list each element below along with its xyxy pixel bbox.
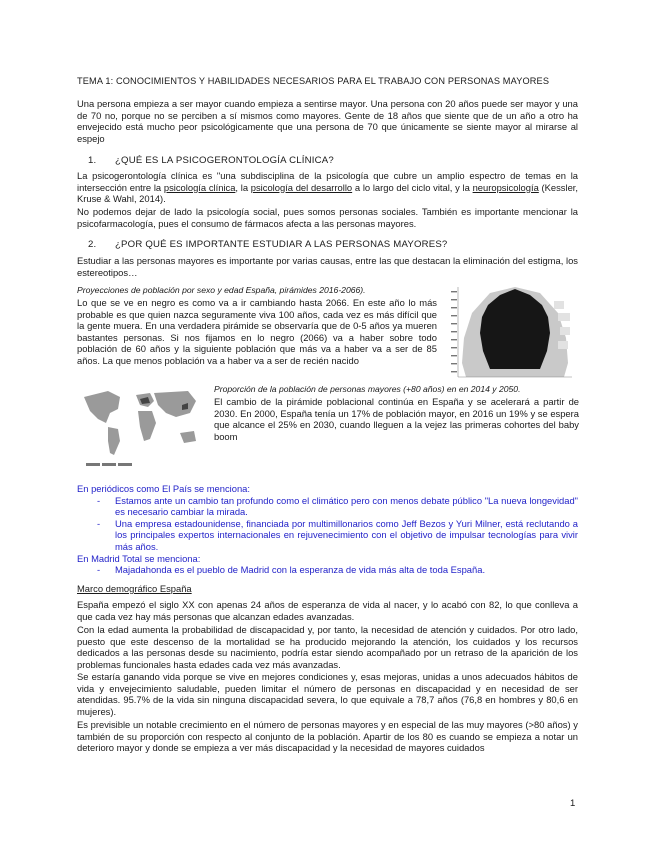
news-intro-el-pais: En periódicos como El País se menciona: — [77, 483, 251, 494]
map-caption: Proporción de la población de personas mayores (+80 años) en en 2014 y 2050. — [214, 384, 521, 394]
section-2-number: 2. — [88, 239, 97, 250]
section-1-heading — [88, 155, 334, 166]
section-1-paragraph-1: La psicogerontología clínica es "una subdisciplina de la psicología que cubre un amplio espectro de temas en la intersección entre la psicología clínica, la psicología del desarrollo a lo largo del ciclo vital, y la neuropsicología (Kessler, Kruse & Wahl, 2014). — [77, 170, 579, 205]
section-1-number: 1. — [88, 155, 97, 166]
intro-paragraph: Una persona empieza a ser mayor cuando empieza a sentirse mayor. Una persona con 20 años puede ser mayor y una de 70 no, porque no se perciben a sí mismos como mayores. Gente de 18 años que siente que de un año a otro ha envejecido está mucho peor psicológicamente que una persona de 70 que únicamente se siente mayor al mirarse al espejo — [77, 98, 578, 144]
marco-paragraph-4: Es previsible un notable crecimiento en el número de personas mayores y en especial de las muy mayores (>80 años) y también de su proporción con respecto al conjunto de la población. Apartir de los 80 es cuando se empieza a notar un deterioro mayor y donde se empieza a ver más discapacidad y la necesidad de mayores cuidados — [77, 719, 578, 754]
marco-paragraph-1: España empezó el siglo XX con apenas 24 años de esperanza de vida al nacer, y lo acabó con 82, lo que conlleva a que cada vez hay más personas que alcanzan edades avanzadas. — [77, 599, 578, 622]
document-title: TEMA 1: CONOCIMIENTOS Y HABILIDADES NECESARIOS PARA EL TRABAJO CON PERSONAS MAYORES — [77, 76, 550, 86]
world-map-image — [78, 383, 208, 471]
news-item: - Estamos ante un cambio tan profundo como el climático pero con menos debate público "La nueva longevidad" es necesario cambiar la mirada. — [77, 495, 578, 518]
population-pyramid-image — [450, 283, 580, 381]
news-item: - Majadahonda es el pueblo de Madrid con la esperanza de vida más alta de toda España. — [77, 564, 578, 576]
page-number: 1 — [570, 798, 576, 809]
link-psicologia-clinica[interactable]: psicología clínica — [163, 181, 236, 193]
section-1-title: ¿QUÉ ES LA PSICOGERONTOLOGÍA CLÍNICA? — [115, 155, 334, 166]
section-2-heading — [88, 239, 447, 250]
section-2-title: ¿POR QUÉ ES IMPORTANTE ESTUDIAR A LAS PERSONAS MAYORES? — [115, 239, 448, 250]
pyramid-caption: Proyecciones de población por sexo y edad España, pirámides 2016-2066). — [77, 285, 366, 295]
marco-paragraph-2: Con la edad aumenta la probabilidad de discapacidad y, por tanto, la necesidad de atención y cuidados. Por otro lado, puesto que este descenso de la mortalidad se ha producido mejorando la atención, los cuidados y los recursos dedicados a las personas desde su nacimiento, podría estar siendo acompañado por un retraso de la aparición de los problemas funcionales hasta edades cada vez más avanzadas. — [77, 624, 578, 670]
section-1-paragraph-2: No podemos dejar de lado la psicología social, pues somos personas sociales. También es importante mencionar la psicofarmacología, pues el consumo de fármacos afecta a las personas mayores. — [77, 206, 578, 229]
news-list-block — [77, 483, 578, 576]
section-2-paragraph-1: Estudiar a las personas mayores es importante por varias causas, entre las que destacan la eliminación del estigma, los estereotipos… — [77, 255, 578, 278]
marco-paragraph-3: Se estaría ganando vida porque se vive en mejores condiciones y, esas mejoras, unidas a unos adecuados hábitos de vida y envejecimiento saludable, pueden limitar el número de personas en discapacidad y en necesidad de ser atendidas. 95.7% de la vida sin ninguna discapacidad severa, lo que equivale a 78,7 años (76,8 en hombres y 80,6 en mujeres). — [77, 671, 578, 717]
marco-heading: Marco demográfico España — [77, 583, 192, 594]
news-item: - Una empresa estadounidense, financiada por multimillonarios como Jeff Bezos y Yuri Milner, está reclutando a los principales expertos internacionales en rejuvenecimiento con el objetivo de impulsar tecnologías para vivir más años. — [77, 518, 578, 553]
pyramid-text: Lo que se ve en negro es como va a ir cambiando hasta 2066. En este año lo más probable es que quien nazca seguramente viva 100 años, cada vez es más difícil que la gente muera. En una verdadera pirámide se observaría que de 0-5 años ya mueren bastantes personas. Si nos fijamos en lo negro (2066) va a haber sobre todo población de 60 años y la siguiente población que más va a haber va a ser de 85 años. La que menos población va a haber va a ser de recién nacido — [77, 297, 437, 366]
link-psicologia-desarrollo[interactable]: psicología del desarrollo — [250, 181, 353, 193]
news-intro-madrid-total: En Madrid Total se menciona: — [77, 552, 201, 564]
link-neuropsicologia[interactable]: neuropsicología — [472, 181, 539, 193]
map-text: El cambio de la pirámide poblacional continúa en España y se acelerará a partir de 2030. En 2000, España tenía un 17% de población mayor, en 2016 un 19% y se espera que alcance el 25% en 2030, cuando lleguen a la vejez las primeras cohortes del baby boom — [214, 396, 579, 442]
